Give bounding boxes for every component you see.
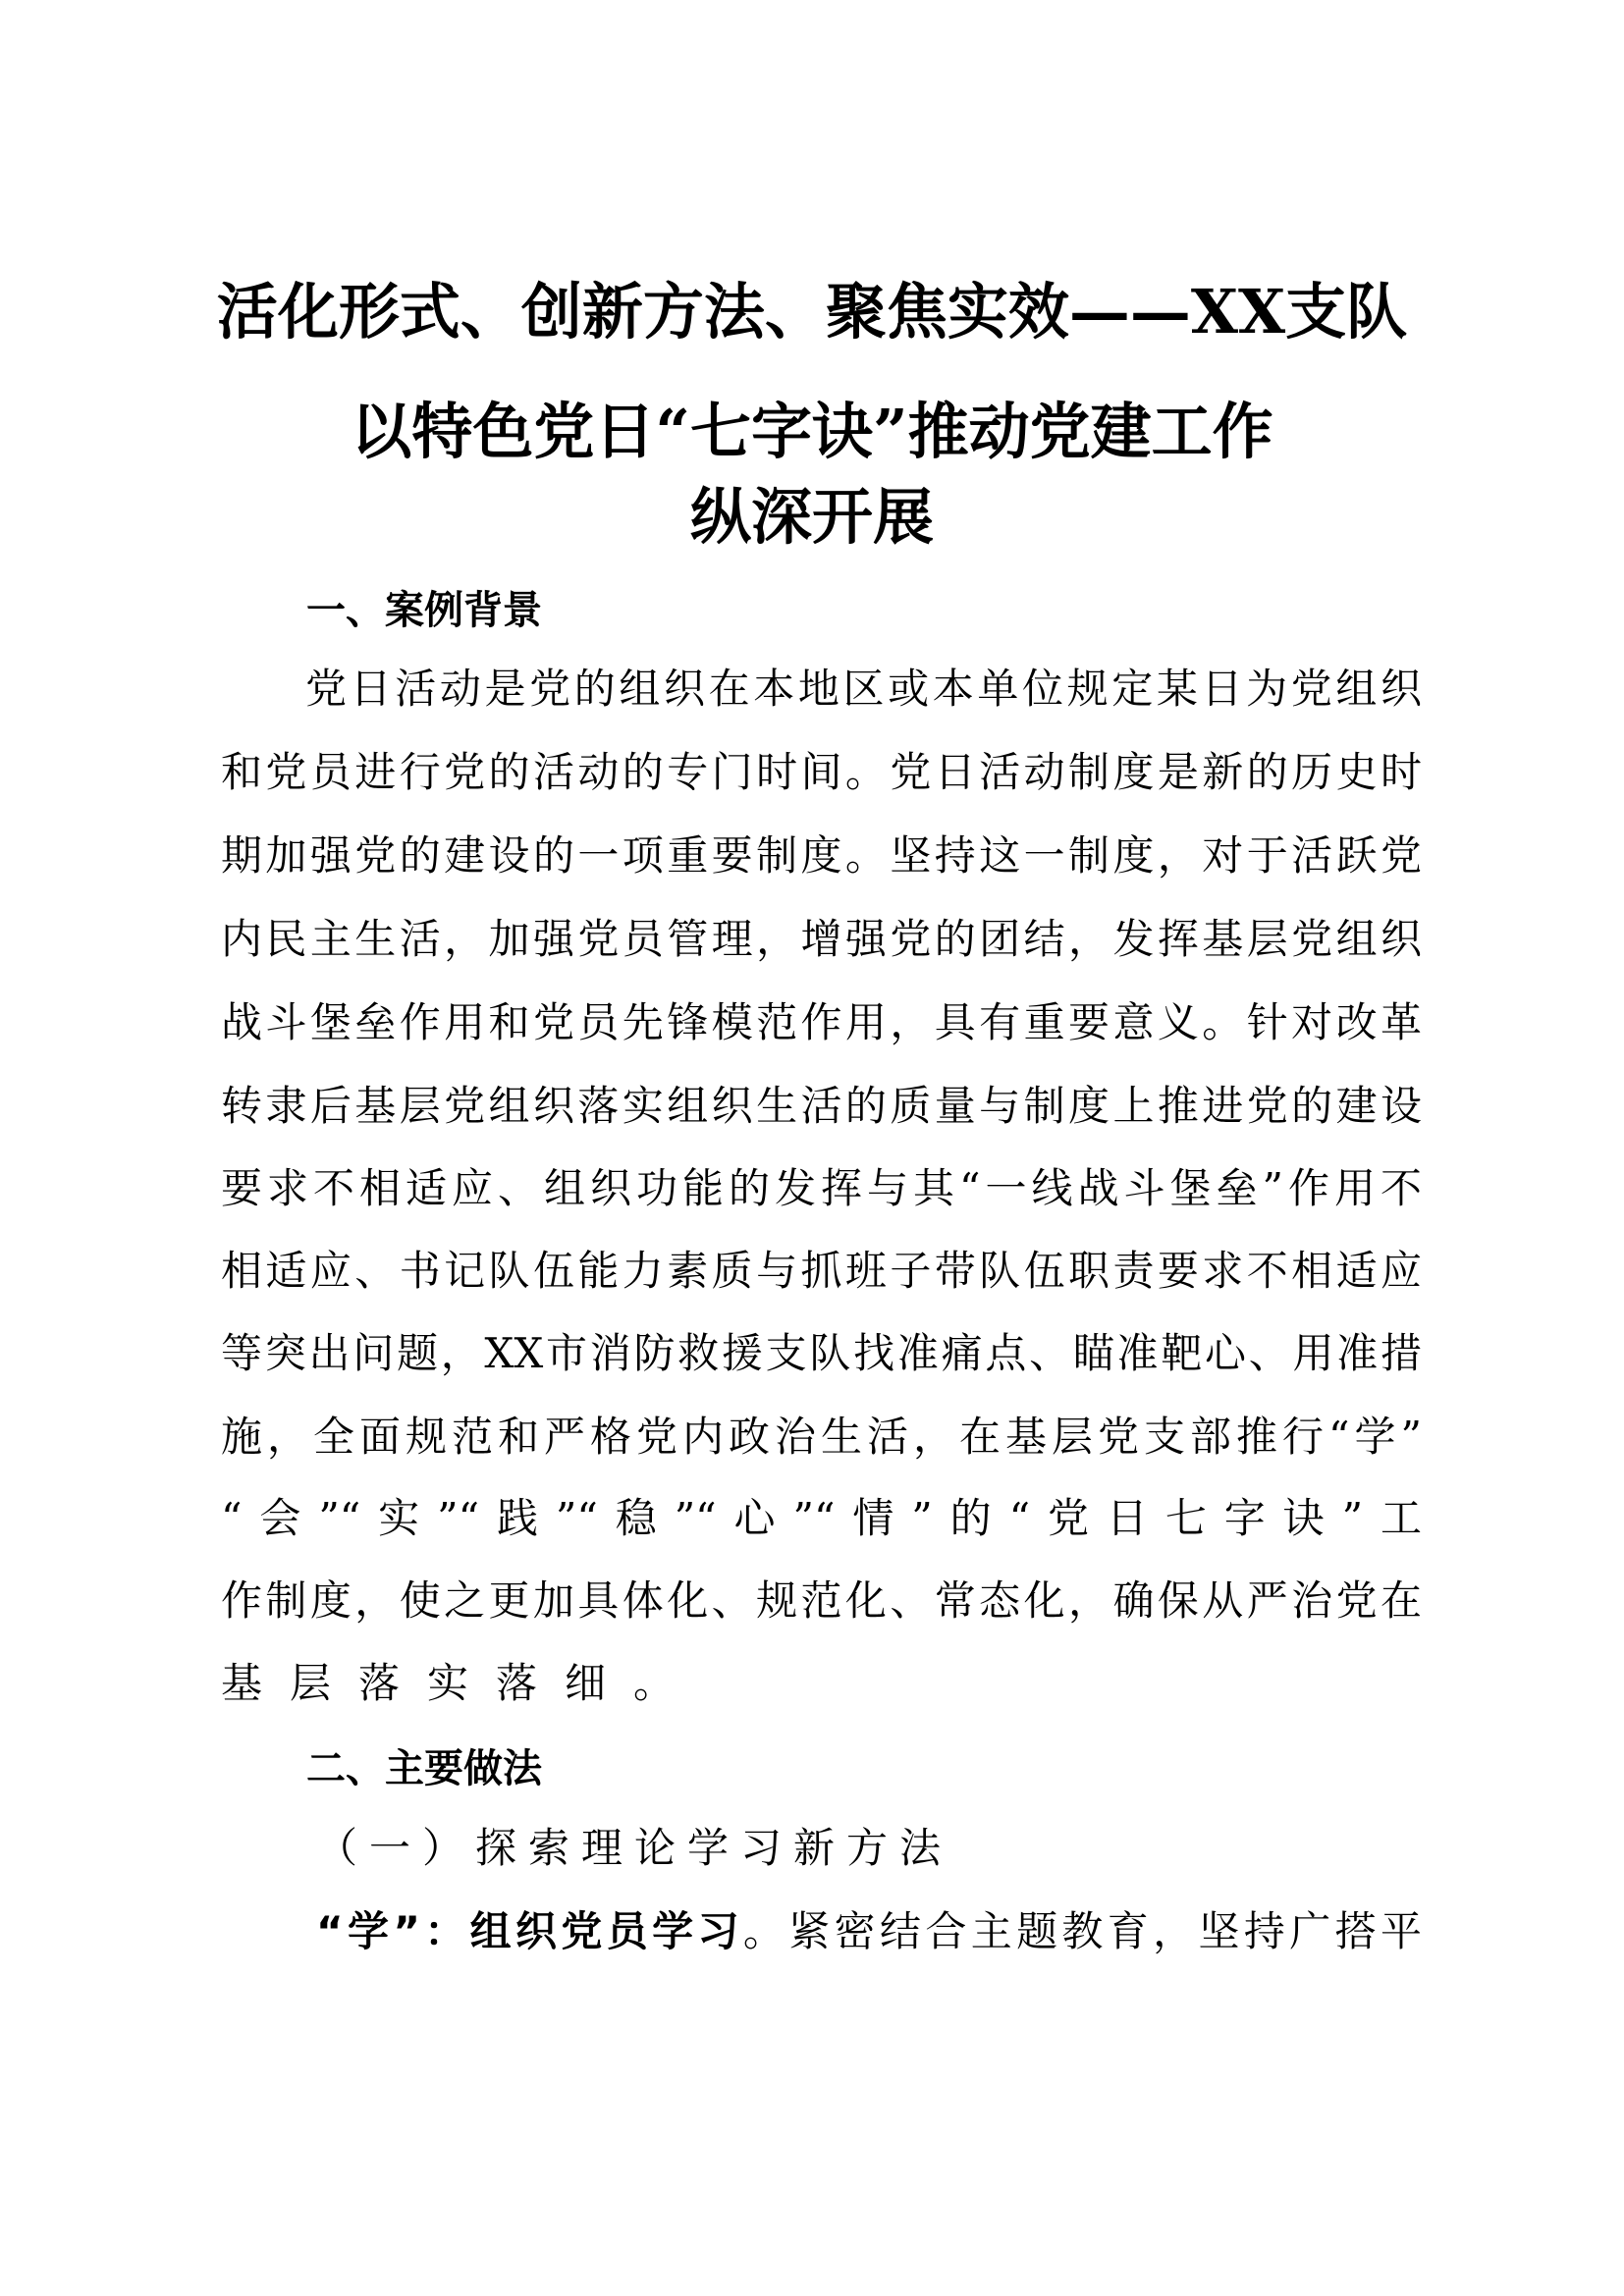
lead-bold: “学”：组织党员学习	[316, 1907, 743, 1955]
paragraph-line: 转隶后基层党组织落实组织生活的质量与制度上推进党的建设	[221, 1082, 1422, 1130]
paragraph-line: 内民主生活，加强党员管理，增强党的团结，发挥基层党组织	[221, 915, 1422, 963]
section-heading-background: 一、案例背景	[306, 588, 542, 633]
paragraph-line: 相适应、书记队伍能力素质与抓班子带队伍职责要求不相适应	[221, 1247, 1422, 1295]
paragraph-line: 要求不相适应、组织功能的发挥与其“一线战斗堡垒”作用不	[221, 1164, 1422, 1212]
title-line-2: 以特色党日“七字诀”推动党建工作	[351, 396, 1273, 467]
lead-paragraph	[316, 1899, 1422, 1958]
title-line-1: 活化形式、创新方法、聚焦实效——XX支队	[216, 276, 1408, 347]
title-line-3: 纵深开展	[689, 481, 934, 553]
paragraph-line: 期加强党的建设的一项重要制度。坚持这一制度，对于活跃党	[221, 831, 1422, 880]
paragraph-line: “会”“实”“践”“稳”“心”“情”的“党日七字诀”工	[221, 1494, 1422, 1542]
paragraph-line: 施，全面规范和严格党内政治生活，在基层党支部推行“学”	[221, 1413, 1422, 1461]
lead-text: 。紧密结合主题教育，坚持广搭平	[742, 1907, 1422, 1955]
paragraph-line: 等突出问题，XX市消防救援支队找准痛点、瞄准靶心、用准措	[221, 1329, 1422, 1377]
section-heading-methods: 二、主要做法	[306, 1746, 542, 1791]
paragraph-line: 基层落实落细。	[221, 1659, 703, 1707]
paragraph-line: 和党员进行党的活动的专门时间。党日活动制度是新的历史时	[221, 748, 1422, 796]
paragraph-line: 战斗堡垒作用和党员先锋模范作用，具有重要意义。针对改革	[221, 998, 1422, 1046]
subsection-heading: （一）探索理论学习新方法	[316, 1824, 953, 1872]
paragraph-line: 作制度，使之更加具体化、规范化、常态化，确保从严治党在	[221, 1576, 1422, 1625]
paragraph-line: 党日活动是党的组织在本地区或本单位规定某日为党组织	[305, 665, 1422, 713]
